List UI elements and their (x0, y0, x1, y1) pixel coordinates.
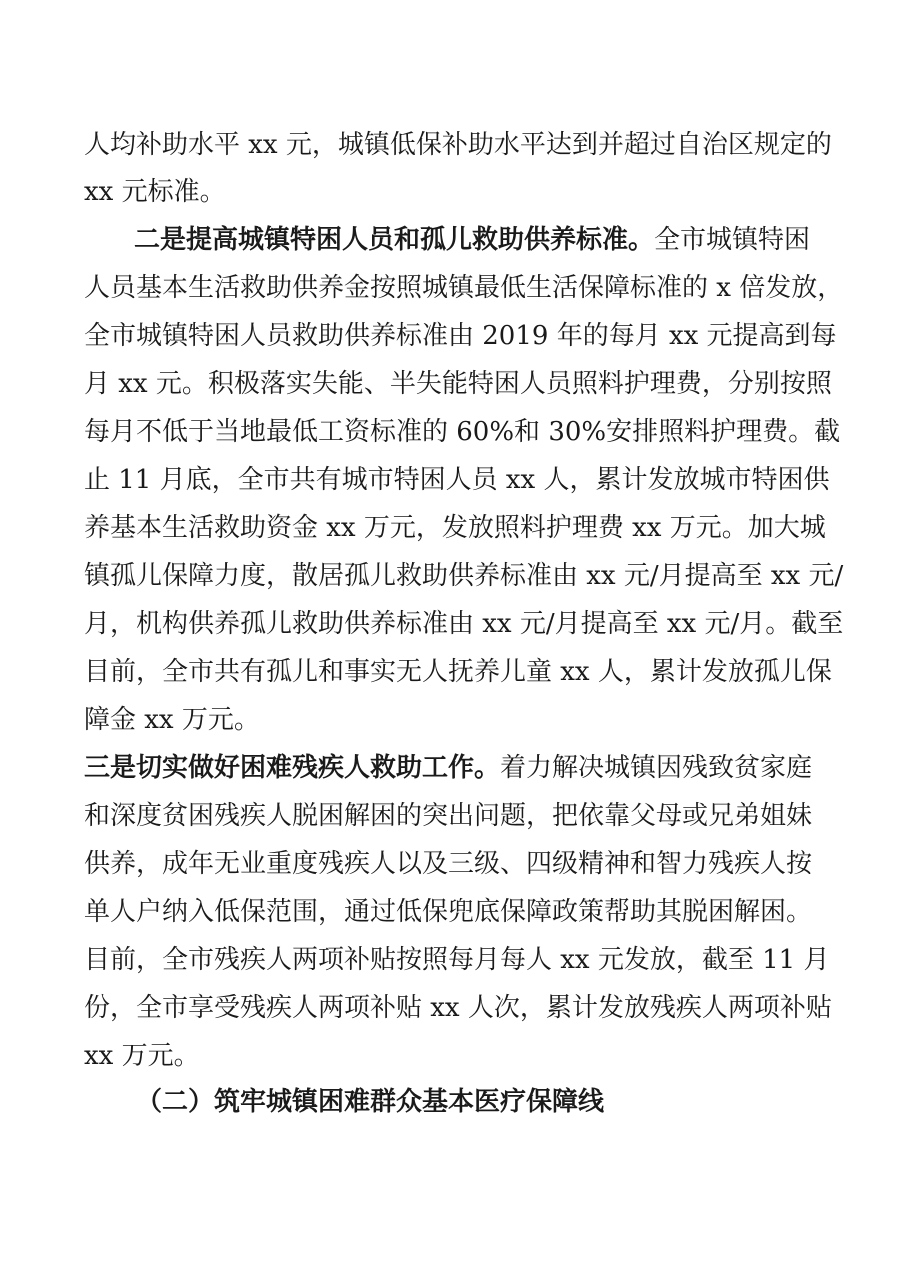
text-line: 月 xx 元。积极落实失能、半失能特困人员照料护理费，分别按照 (84, 369, 832, 399)
text-line: 目前，全市残疾人两项补贴按照每月每人 xx 元发放，截至 11 月 (84, 945, 830, 975)
text-line: xx 万元。 (84, 1041, 200, 1071)
paragraph-first-line (134, 220, 810, 260)
text-line: 全市城镇特困人员救助供养标准由 2019 年的每月 xx 元提高到每 (84, 321, 837, 351)
text-line: 止 11 月底，全市共有城市特困人员 xx 人，累计发放城市特困供 (84, 465, 830, 495)
text-line: 障金 xx 万元。 (84, 705, 260, 735)
text-line: 人员基本生活救助供养金按照城镇最低生活保障标准的 x 倍发放， (84, 273, 844, 303)
text-line: 单人户纳入低保范围，通过低保兜底保障政策帮助其脱困解困。 (84, 897, 813, 927)
text-line: 份，全市享受残疾人两项补贴 xx 人次，累计发放残疾人两项补贴 (84, 993, 832, 1023)
text-line: 和深度贫困残疾人脱困解困的突出问题，把依靠父母或兄弟姐妹 (84, 801, 813, 831)
paragraph-first-line (84, 748, 812, 788)
paragraph-lead-bold: 三是切实做好困难残疾人救助工作。 (84, 753, 501, 783)
text-line: 目前，全市共有孤儿和事实无人抚养儿童 xx 人，累计发放孤儿保 (84, 657, 832, 687)
text-line: xx 元标准。 (84, 177, 226, 207)
text-line: 人均补助水平 xx 元，城镇低保补助水平达到并超过自治区规定的 (84, 130, 832, 160)
paragraph-lead-bold: 二是提高城镇特困人员和孤儿救助供养标准。 (134, 225, 655, 255)
text-line: 供养，成年无业重度残疾人以及三级、四级精神和智力残疾人按 (84, 849, 813, 879)
text-span: 着力解决城镇因残致贫家庭 (500, 753, 813, 783)
text-line: 月，机构供养孤儿救助供养标准由 xx 元/月提高至 xx 元/月。截至 (84, 609, 844, 639)
section-heading: （二）筑牢城镇困难群众基本医疗保障线 (136, 1087, 605, 1117)
text-line: 镇孤儿保障力度，散居孤儿救助供养标准由 xx 元/月提高至 xx 元/ (84, 561, 844, 591)
text-span: 全市城镇特困 (654, 225, 811, 255)
text-line: 每月不低于当地最低工资标准的 60%和 30%安排照料护理费。截 (84, 417, 841, 447)
text-line: 养基本生活救助资金 xx 万元，发放照料护理费 xx 万元。加大城 (84, 513, 826, 543)
